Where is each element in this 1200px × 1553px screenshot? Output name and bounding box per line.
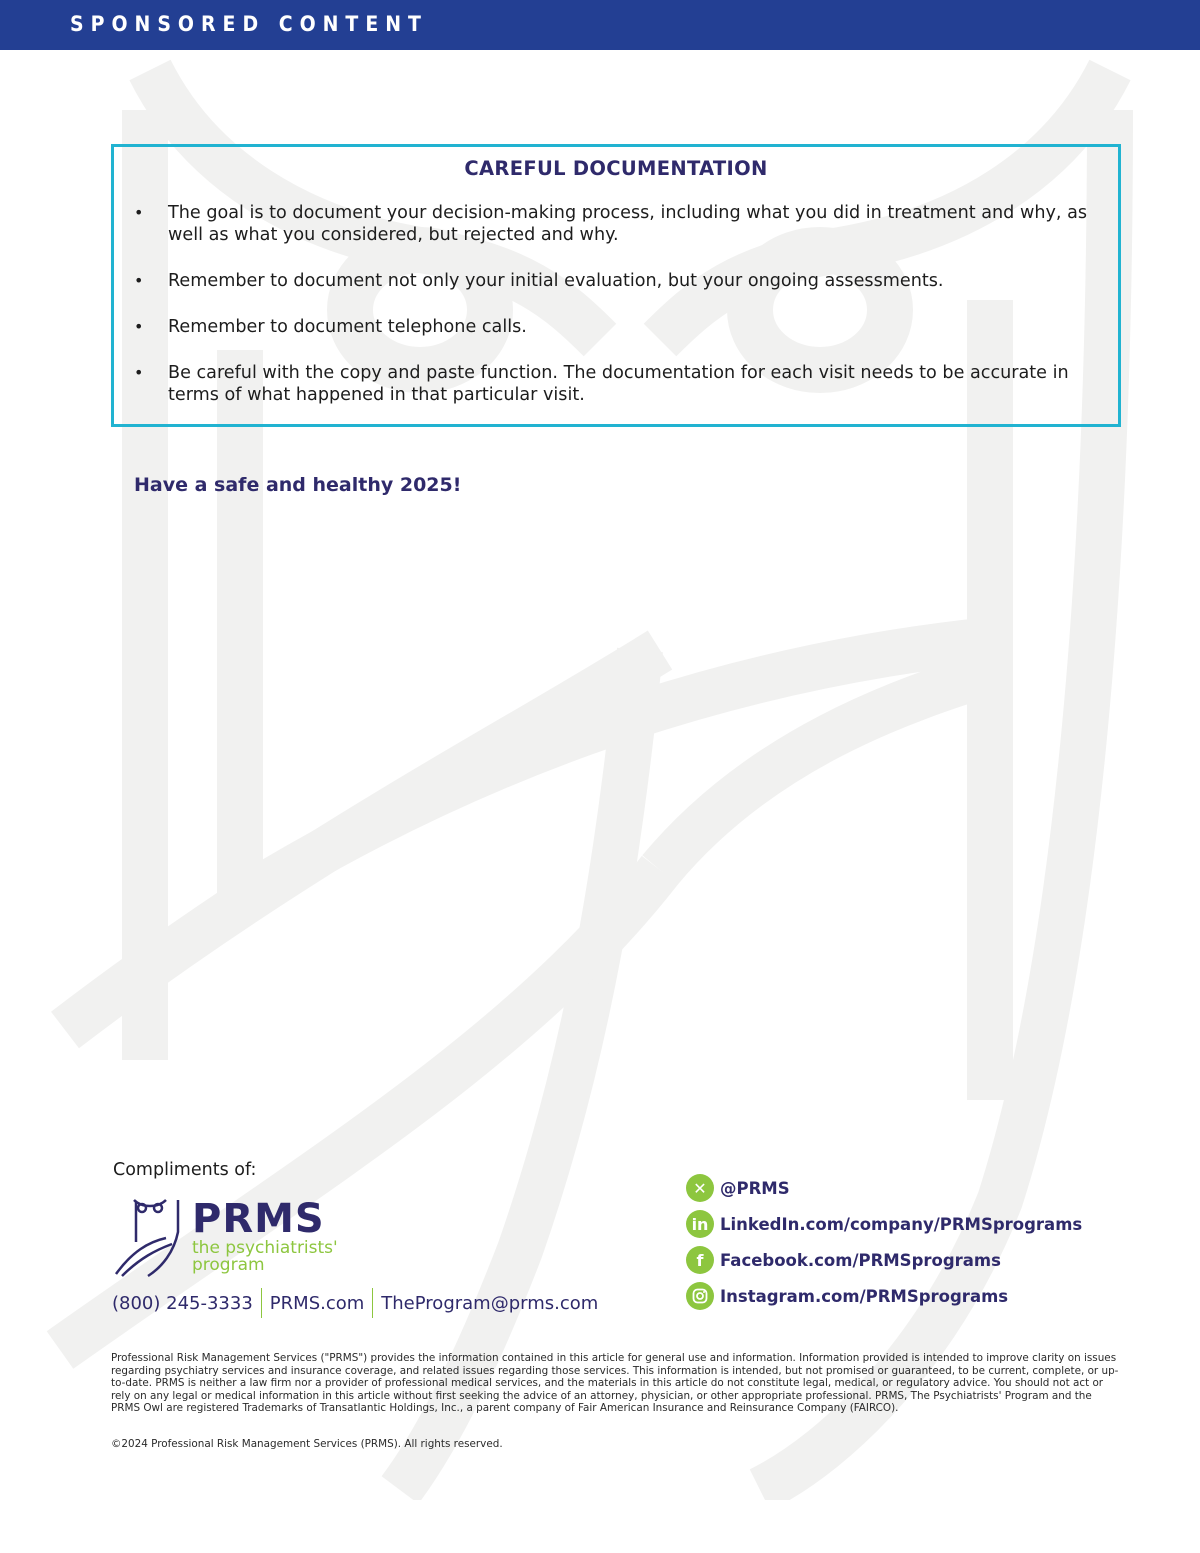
social-link-text[interactable]: Instagram.com/PRMSprograms [720, 1286, 1009, 1306]
social-links [686, 1170, 1082, 1314]
sponsored-banner [0, 0, 1200, 50]
social-link-instagram[interactable] [686, 1278, 1082, 1314]
social-link-x[interactable] [686, 1170, 1082, 1206]
email-link[interactable]: TheProgram@prms.com [381, 1292, 599, 1314]
bullet-icon: • [134, 363, 144, 382]
logo-tagline-2: program [192, 1255, 265, 1275]
bullet-item [134, 362, 1094, 406]
bullet-item [134, 202, 1094, 246]
x-icon: ✕ [686, 1174, 714, 1202]
social-link-text[interactable]: @PRMS [720, 1178, 790, 1198]
bullet-icon: • [134, 271, 144, 290]
logo-wordmark: PRMS [192, 1196, 325, 1242]
divider [261, 1288, 262, 1318]
instagram-icon [686, 1282, 714, 1310]
bullet-icon: • [134, 317, 144, 336]
box-title: CAREFUL DOCUMENTATION [464, 157, 768, 180]
bullet-item [134, 316, 1094, 338]
copyright-notice: ©2024 Professional Risk Management Services (PRMS). All rights reserved. [111, 1438, 503, 1450]
bullet-text: Be careful with the copy and paste function. The documentation for each visit needs to be accurate in terms of what happened in that particular visit. [168, 363, 1069, 405]
prms-logo [112, 1192, 352, 1282]
logo-tagline-1: the psychiatrists' [192, 1238, 338, 1258]
legal-disclaimer: Professional Risk Management Services ("PRMS") provides the information contained in this article for general use and information. Information provided is intended to improve clarity on issues regarding psychiatry services and insurance coverage, and related issues regarding those services. This information is intended, but not promised or guaranteed, to be current, complete, or up-to-date. PRMS is neither a law firm nor a provider of professional medical services, and the materials in this article do not constitute legal, medical, or regulatory advice. You should not act or rely on any legal or medical information in this article without first seeking the advice of an attorney, physician, or other appropriate professional. PRMS, The Psychiatrists' Program and the PRMS Owl are registered Trademarks of Transatlantic Holdings, Inc., a parent company of Fair American Insurance and Reinsurance Company (FAIRCO). [111, 1352, 1119, 1415]
website-link[interactable]: PRMS.com [269, 1292, 365, 1314]
closing-message: Have a safe and healthy 2025! [134, 474, 462, 496]
compliments-label: Compliments of: [113, 1160, 257, 1180]
social-link-text[interactable]: LinkedIn.com/company/PRMSprograms [720, 1214, 1083, 1234]
contact-line [112, 1288, 598, 1318]
linkedin-icon: in [686, 1210, 714, 1238]
bullet-text: Remember to document telephone calls. [168, 317, 527, 337]
facebook-icon: f [686, 1246, 714, 1274]
social-link-text[interactable]: Facebook.com/PRMSprograms [720, 1250, 1001, 1270]
documentation-bullet-list [134, 202, 1094, 430]
social-link-facebook[interactable] [686, 1242, 1082, 1278]
careful-documentation-box [111, 144, 1121, 427]
social-link-linkedin[interactable] [686, 1206, 1082, 1242]
phone-number[interactable]: (800) 245-3333 [112, 1292, 253, 1314]
bullet-text: Remember to document not only your initial evaluation, but your ongoing assessments. [168, 271, 944, 291]
owl-logo-icon [112, 1192, 188, 1282]
banner-label: SPONSORED CONTENT [70, 12, 428, 36]
bullet-text: The goal is to document your decision-making process, including what you did in treatment and why, as well as what you considered, but rejected and why. [168, 203, 1088, 245]
bullet-icon: • [134, 203, 144, 222]
divider [372, 1288, 373, 1318]
bullet-item [134, 270, 1094, 292]
